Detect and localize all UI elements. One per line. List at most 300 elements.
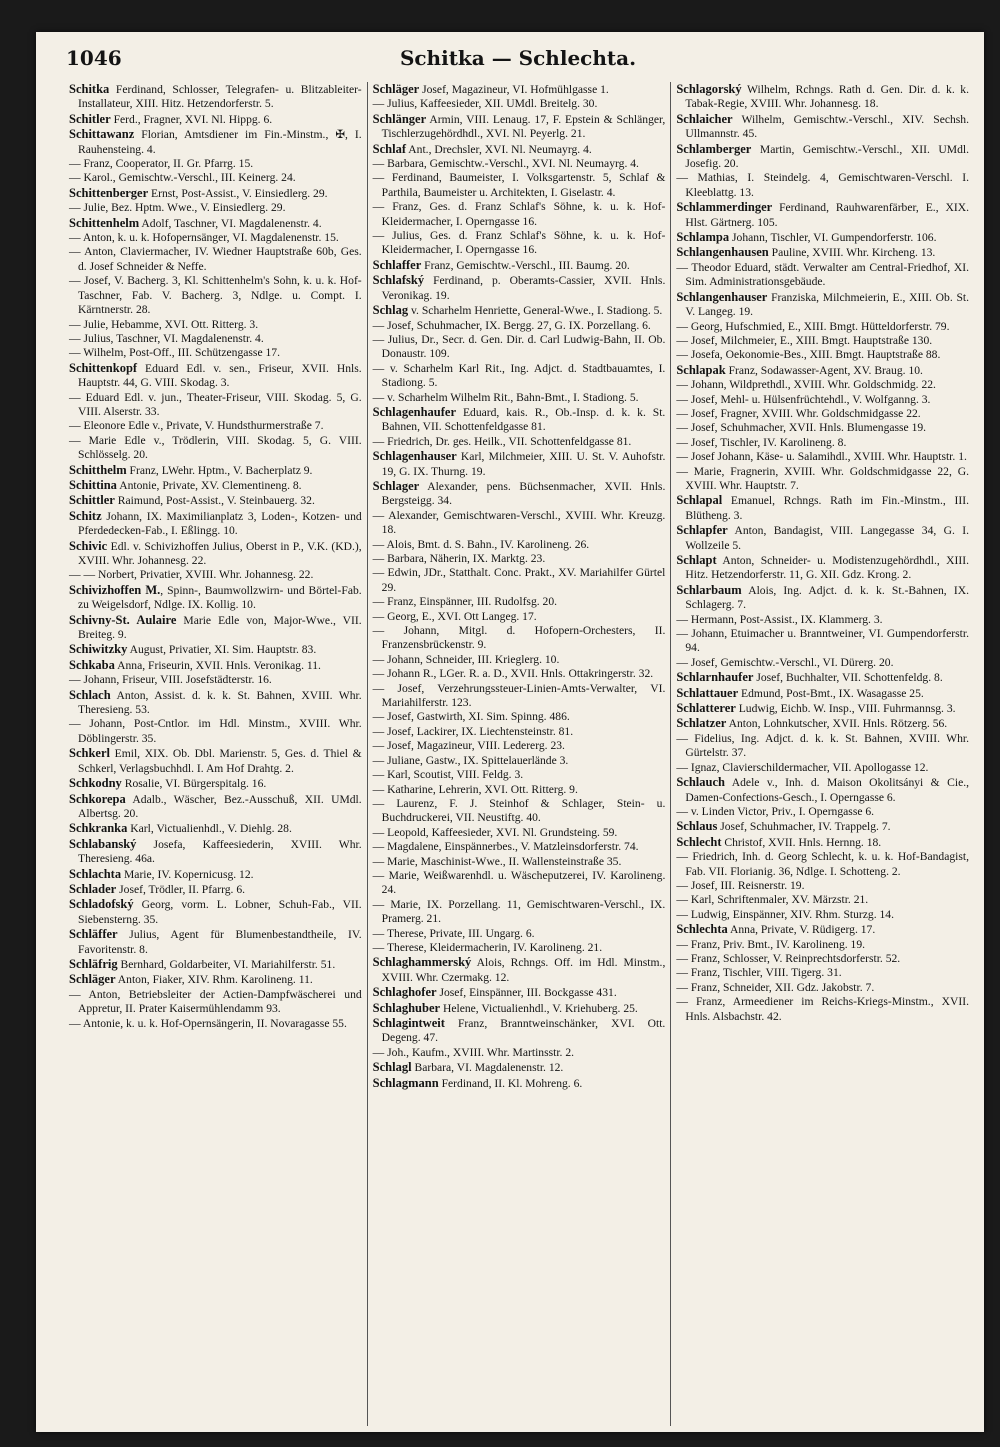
- directory-entry: [676, 583, 969, 613]
- entry-details: — Johann, Schneider, III. Krieglerg. 10.: [372, 652, 560, 666]
- directory-entry: [676, 981, 969, 995]
- entry-details: — Fidelius, Ing. Adjct. d. k. k. St. Bahnen, XVIII. Whr. Gürtelstr. 37.: [676, 731, 970, 760]
- entry-surname: Schlaus: [676, 819, 718, 834]
- entry-details: — Julius, Taschner, VI. Magdalenenstr. 4.: [69, 331, 264, 345]
- entry-surname: Schkaba: [69, 657, 115, 672]
- entry-surname: Schlafský: [372, 273, 425, 288]
- entry-details: — Friedrich, Dr. ges. Heilk., VII. Schottenfeldgasse 81.: [372, 434, 632, 448]
- directory-entry: [676, 879, 969, 893]
- entry-details: — — Norbert, Privatier, XVIII. Whr. Johannesg. 22.: [69, 568, 314, 582]
- entry-details: — Mathias, I. Steindelg. 4, Gemischtwaren-Verschl. I. Kleeblattg. 13.: [676, 171, 970, 199]
- entry-details: — Eduard Edl. v. jun., Theater-Friseur, VIII. Skodag. 5, G. VIII. Alserstr. 33.: [69, 390, 362, 418]
- directory-entry: [373, 710, 666, 724]
- entry-surname: Schlaghofer: [372, 985, 437, 1000]
- directory-entry: [69, 897, 362, 927]
- entry-details: v. Scharhelm Henriette, General-Wwe., I. Stadiong. 5.: [408, 304, 663, 318]
- directory-entry: [69, 463, 362, 478]
- entry-details: — Josef, Tischler, IV. Karolineng. 8.: [676, 435, 847, 449]
- entry-surname: Schlabanský: [69, 836, 137, 851]
- entry-surname: Schivic: [69, 538, 108, 553]
- entry-details: — Josef, Verzehrungssteuer-Linien-Amts-Verwalter, VI. Mariahilferstr. 123.: [372, 681, 666, 710]
- directory-entry: [676, 407, 969, 421]
- entry-surname: Schittler: [69, 493, 115, 508]
- entry-details: — Hermann, Post-Assist., IX. Klammerg. 3.: [676, 612, 883, 626]
- entry-details: Franz, Gemischtw.-Verschl., III. Baumg. 20.: [421, 258, 630, 272]
- entry-details: — Ferdinand, Baumeister, I. Volksgartenstr. 5, Schlaf & Parthila, Baumeister u. Architekten, I. Giselastr. 4.: [372, 171, 666, 199]
- entry-surname: Schläfrig: [69, 956, 118, 971]
- directory-entry: [676, 656, 969, 670]
- directory-entry: [373, 840, 666, 854]
- directory-entry: [69, 186, 362, 201]
- entry-details: Ferdinand, II. Kl. Mohreng. 6.: [438, 1076, 583, 1090]
- directory-entry: [676, 348, 969, 362]
- entry-surname: Schlauch: [676, 775, 725, 790]
- directory-entry: [69, 583, 362, 613]
- entry-details: Marie, IV. Kopernicusg. 12.: [121, 867, 254, 881]
- directory-entry: [373, 855, 666, 869]
- entry-details: Ferdinand, Schlosser, Telegrafen- u. Blitzableiter-Installateur, XIII. Hitz. Hetzendorferstr. 5.: [78, 83, 362, 111]
- entry-details: — Julius, Dr., Secr. d. Gen. Dir. d. Carl Ludwig-Bahn, II. Ob. Donaustr. 109.: [372, 332, 666, 361]
- directory-entry: [676, 775, 969, 805]
- entry-details: — Alois, Bmt. d. S. Bahn., IV. Karolineng. 26.: [372, 537, 590, 551]
- entry-details: — Karl, Schriftenmaler, XV. Märzstr. 21.: [676, 893, 869, 907]
- directory-entry: [373, 509, 666, 538]
- entry-details: — Leopold, Kaffeesieder, XVI. Nl. Grundsteing. 59.: [372, 825, 618, 839]
- directory-entry: [69, 274, 362, 317]
- entry-details: Anton, Assist. d. k. k. St. Bahnen, XVIII. Whr. Theresieng. 53.: [78, 688, 362, 717]
- entry-details: Anton, Fiaker, XIV. Rhm. Karolineng. 11.: [115, 973, 313, 987]
- entry-details: Anton, Bandagist, VIII. Langegasse 34, G. I. Wollzeile 5.: [685, 524, 970, 552]
- directory-entry: [676, 938, 969, 952]
- directory-entry: [69, 776, 362, 791]
- entry-surname: Schlamberger: [676, 141, 752, 156]
- entry-surname: Schlattauer: [676, 685, 739, 700]
- entry-surname: Schlatzer: [676, 716, 727, 731]
- entry-surname: Schlaghuber: [372, 1000, 441, 1015]
- entry-details: Marie Edle von, Major-Wwe., VII. Breiteg. 9.: [78, 613, 362, 642]
- entry-details: Martin, Gemischtw.-Verschl., XII. UMdl. Josefig. 20.: [685, 142, 970, 171]
- entry-surname: Schkodny: [69, 776, 122, 791]
- directory-entry: [69, 157, 362, 171]
- entry-details: — Johann, Wildprethdl., XVIII. Whr. Goldschmidg. 22.: [676, 378, 936, 392]
- directory-entry: [676, 966, 969, 980]
- entry-details: — Franz, Tischler, VIII. Tigerg. 31.: [676, 966, 842, 980]
- entry-surname: Schlachta: [69, 866, 122, 881]
- column-right: [670, 82, 974, 1426]
- entry-details: — Juliane, Gastw., IX. Spittelauerlände 3.: [372, 753, 569, 767]
- directory-entry: [373, 319, 666, 333]
- entry-details: — Julie, Bez. Hptm. Wwe., V. Einsiedlerg. 29.: [69, 201, 286, 215]
- entry-details: Anton, Lohnkutscher, XVII. Hnls. Rötzerg. 56.: [726, 717, 948, 731]
- directory-entry: [676, 908, 969, 922]
- column-middle: [367, 82, 671, 1426]
- entry-details: — Franz, Armeediener im Reichs-Kriegs-Minstm., XVII. Hnls. Alsbachstr. 42.: [676, 995, 970, 1023]
- entry-details: Wilhelm, Gemischtw.-Verschl., XIV. Sechsh. Ullmannstr. 45.: [685, 112, 970, 141]
- directory-entry: [676, 835, 969, 850]
- directory-entry: [373, 303, 666, 318]
- directory-entry: [69, 688, 362, 718]
- entry-details: Antonie, Private, XV. Clementineng. 8.: [116, 478, 302, 492]
- directory-entry: [373, 739, 666, 753]
- entry-details: , Spinn-, Baumwollzwirn- und Börtel-Fab. zu Weigelsdorf, Ndlge. IX. Kollig. 10.: [78, 583, 362, 612]
- entry-surname: Schläger: [372, 82, 420, 96]
- directory-entry: [373, 449, 666, 479]
- entry-surname: Schlagenhaufer: [372, 404, 457, 419]
- directory-entry: [676, 686, 969, 701]
- page-header: [66, 46, 970, 76]
- directory-entry: [69, 332, 362, 346]
- entry-details: — Georg, Hufschmied, E., XIII. Bmgt. Hütteldorferstr. 79.: [676, 319, 950, 333]
- entry-details: Anna, Private, V. Rüdigerg. 17.: [727, 923, 876, 937]
- directory-entry: [676, 421, 969, 435]
- directory-entry: [69, 957, 362, 972]
- directory-entry: [69, 746, 362, 776]
- directory-entry: [69, 171, 362, 185]
- directory-entry: [373, 552, 666, 566]
- entry-details: — Josef, Mehl- u. Hülsenfrüchtehdl., V. Wolfganng. 3.: [676, 392, 931, 406]
- directory-entry: [676, 436, 969, 450]
- entry-details: Franz, Branntweinschänker, XVI. Ott. Degeng. 47.: [381, 1017, 666, 1045]
- entry-details: Ernst, Post-Assist., V. Einsiedlerg. 29.: [148, 186, 328, 200]
- directory-entry: [373, 157, 666, 171]
- directory-entry: [373, 97, 666, 111]
- directory-entry: [373, 479, 666, 509]
- entry-details: Josef, Magazineur, VI. Hofmühlgasse 1.: [419, 83, 609, 96]
- directory-entry: [373, 82, 666, 97]
- entry-details: — Edwin, JDr., Statthalt. Conc. Prakt., XV. Mariahilfer Gürtel 29.: [372, 566, 666, 594]
- directory-entry: [373, 826, 666, 840]
- entry-details: Barbara, VI. Magdalenenstr. 12.: [411, 1061, 564, 1075]
- entry-surname: Schitthelm: [69, 462, 127, 477]
- entry-details: — Anton, Claviermacher, IV. Wiedner Hauptstraße 60b, Ges. d. Josef Schneider & Neffe.: [69, 245, 362, 273]
- entry-details: Ludwig, Eichb. W. Insp., VIII. Fuhrmannsg. 3.: [735, 702, 956, 716]
- entry-details: August, Privatier, XI. Sim. Hauptstr. 83.: [127, 643, 317, 657]
- directory-entry: [69, 1017, 362, 1031]
- directory-entry: [69, 201, 362, 215]
- entry-surname: Schläffer: [69, 927, 118, 942]
- entry-details: — Alexander, Gemischtwaren-Verschl., XVIII. Whr. Kreuzg. 18.: [372, 508, 666, 537]
- entry-surname: Schlagl: [372, 1060, 412, 1075]
- directory-page: [36, 32, 984, 1432]
- directory-entry: [676, 805, 969, 819]
- entry-details: Anton, Schneider- u. Modistenzugehördhdl., XIII. Hitz. Hetzendorferstr. 11, G. XII. Gdz. Krong. 2.: [685, 554, 970, 582]
- entry-details: Alois, Ing. Adjct. d. k. k. St.-Bahnen, IX. Schlagerg. 7.: [685, 583, 970, 612]
- entry-details: — Julius, Kaffeesieder, XII. UMdl. Breitelg. 30.: [372, 97, 598, 111]
- entry-details: — v. Scharhelm Karl Rit., Ing. Adjct. d. Stadtbauamtes, I. Stadiong. 5.: [372, 361, 666, 390]
- entry-details: Ant., Drechsler, XVI. Nl. Neumayrg. 4.: [406, 142, 592, 156]
- entry-surname: Schlader: [69, 881, 117, 896]
- entry-details: — Marie, IX. Porzellang. 11, Gemischtwaren-Verschl., IX. Pramerg. 21.: [372, 897, 666, 926]
- entry-surname: Schladofský: [69, 897, 134, 912]
- directory-entry: [69, 882, 362, 897]
- entry-details: — Friedrich, Inh. d. Georg Schlecht, k. u. k. Hof-Bandagist, Fab. VII. Florianig. 36, Ndlge. I. Schotteng. 2.: [676, 850, 970, 878]
- entry-details: — v. Scharhelm Wilhelm Rit., Bahn-Bmt., I. Stadiong. 5.: [372, 390, 639, 404]
- entry-details: — Ludwig, Einspänner, XIV. Rhm. Sturzg. 14.: [676, 907, 894, 921]
- directory-entry: [373, 783, 666, 797]
- entry-details: Josefa, Kaffeesiederin, XVIII. Whr. Theresieng. 46a.: [78, 837, 362, 866]
- directory-entry: [676, 952, 969, 966]
- directory-entry: [373, 869, 666, 898]
- entry-surname: Schkorepa: [69, 791, 126, 806]
- entry-surname: Schlangenhausen: [676, 245, 769, 260]
- entry-details: — Franz, Schlosser, V. Reinprechtsdorferstr. 52.: [676, 951, 901, 965]
- entry-details: — Josef, Fragner, XVIII. Whr. Goldschmidgasse 22.: [676, 406, 921, 420]
- entry-details: — Josef, Lackirer, IX. Liechtensteinstr. 81.: [372, 724, 574, 738]
- directory-entry: [373, 768, 666, 782]
- directory-entry: [676, 171, 969, 200]
- directory-entry: [69, 127, 362, 157]
- entry-details: Florian, Amtsdiener im Fin.-Minstm., ✠, I. Rauhensteing. 4.: [78, 128, 362, 156]
- entry-details: Helene, Victualienhdl., V. Kriehuberg. 25.: [440, 1001, 638, 1015]
- entry-surname: Schläger: [69, 972, 116, 987]
- entry-details: Alexander, pens. Büchsenmacher, XVII. Hnls. Bergsteigg. 34.: [381, 479, 666, 508]
- directory-entry: [676, 112, 969, 142]
- directory-entry: [676, 393, 969, 407]
- entry-details: Franz, Sodawasser-Agent, XV. Braug. 10.: [725, 363, 923, 377]
- directory-columns: [64, 82, 974, 1426]
- entry-details: — Therese, Kleidermacherin, IV. Karolineng. 21.: [372, 940, 603, 954]
- entry-details: Karl, Milchmeier, XIII. U. St. V. Auhofstr. 19, G. IX. Thurng. 19.: [381, 450, 666, 478]
- directory-entry: [373, 898, 666, 927]
- directory-entry: [373, 171, 666, 200]
- entry-surname: Schlaf: [372, 141, 407, 156]
- directory-entry: [676, 922, 969, 937]
- directory-entry: [69, 82, 362, 112]
- entry-details: Emil, XIX. Ob. Dbl. Marienstr. 5, Ges. d. Thiel & Schkerl, Verlagsbuchhdl. I. Am Hof Drahtg. 2.: [78, 747, 362, 775]
- entry-surname: Schlagmann: [372, 1075, 439, 1090]
- directory-entry: [676, 320, 969, 334]
- entry-surname: Schlechta: [676, 922, 728, 937]
- entry-surname: Schkerl: [69, 746, 110, 761]
- directory-entry: [676, 627, 969, 656]
- directory-entry: [373, 595, 666, 609]
- directory-entry: [373, 941, 666, 955]
- entry-details: — Johann, Friseur, VIII. Josefstädterstr. 16.: [69, 673, 272, 687]
- entry-details: — Josef, Gastwirth, XI. Sim. Spinng. 486.: [372, 710, 570, 724]
- entry-details: — Wilhelm, Post-Off., III. Schützengasse 17.: [69, 346, 280, 360]
- entry-details: — Therese, Private, III. Ungarg. 6.: [372, 926, 535, 940]
- directory-entry: [69, 391, 362, 420]
- entry-details: Armin, VIII. Lenaug. 17, F. Epstein & Schlänger, Tischlerzugehördhdl., XVI. Nl. Peyerlg. 21.: [381, 112, 666, 141]
- entry-details: Julius, Agent für Blumenbestandtheile, IV. Favoritenstr. 8.: [78, 928, 362, 956]
- directory-entry: [676, 378, 969, 392]
- entry-details: Franz, LWehr. Hptm., V. Bacherplatz 9.: [126, 463, 313, 477]
- entry-details: — Eleonore Edle v., Private, V. Hundsthurmerstraße 7.: [69, 419, 324, 433]
- entry-details: Raimund, Post-Assist., V. Steinbauerg. 32.: [114, 494, 315, 508]
- entry-surname: Schitler: [69, 111, 111, 126]
- directory-entry: [69, 245, 362, 274]
- entry-surname: Schlaicher: [676, 111, 733, 126]
- entry-surname: Schlagorský: [676, 82, 742, 96]
- entry-surname: Schlapal: [676, 493, 723, 508]
- directory-entry: [676, 493, 969, 523]
- directory-entry: [676, 523, 969, 553]
- entry-details: — Theodor Eduard, städt. Verwalter am Central-Friedhof, XI. Sim. Administrationsgebäude.: [676, 260, 970, 289]
- directory-entry: [69, 509, 362, 539]
- entry-details: — Johann, Post-Cntlor. im Hdl. Minstm., XVIII. Whr. Döblingerstr. 35.: [69, 717, 362, 745]
- directory-entry: [676, 819, 969, 834]
- entry-details: Eduard, kais. R., Ob.-Insp. d. k. k. St. Bahnen, VII. Schottenfeldgasse 81.: [381, 405, 666, 434]
- entry-details: — Johann R., LGer. R. a. D., XVII. Hnls. Ottakringerstr. 32.: [372, 667, 654, 681]
- entry-details: — Magdalene, Einspännerbes., V. Matzleinsdorferstr. 74.: [372, 840, 639, 854]
- entry-surname: Schitka: [69, 82, 110, 96]
- directory-entry: [676, 450, 969, 464]
- directory-entry: [69, 642, 362, 657]
- entry-surname: Schlammerdinger: [676, 200, 773, 215]
- directory-entry: [373, 142, 666, 157]
- entry-details: Adalb., Wäscher, Bez.-Ausschuß, XII. UMdl. Albertsg. 20.: [78, 792, 362, 820]
- directory-entry: [373, 1016, 666, 1046]
- entry-details: — Anton, Betriebsleiter der Actien-Dampfwäscherei und Appretur, II. Prater Kaisermühlendamm 93.: [69, 987, 362, 1016]
- running-head: Schitka — Schlechta.: [399, 46, 637, 70]
- entry-details: Anna, Friseurin, XVII. Hnls. Veronikag. 11.: [114, 658, 321, 672]
- entry-details: — Josef, V. Bacherg. 3, Kl. Schittenhelm's Sohn, k. u. k. Hof-Taschner, Fab. V. Bacherg. 3, Ndlge. u. Compt. I. Kärntnerstr. 28.: [69, 274, 362, 317]
- entry-details: Emanuel, Rchngs. Rath im Fin.-Minstm., III. Blütheng. 3.: [685, 494, 970, 522]
- entry-details: — Johann, Mitgl. d. Hofopern-Orchesters, II. Franzensbrückenstr. 9.: [372, 624, 666, 652]
- entry-surname: Schittenhelm: [69, 215, 140, 230]
- entry-details: Edl. v. Schivizhoffen Julius, Oberst in P., V.K. (KD.), XVIII. Whr. Johannesg. 22.: [78, 539, 362, 567]
- directory-entry: [373, 112, 666, 142]
- entry-surname: Schlarbaum: [676, 582, 742, 597]
- entry-details: Adolf, Taschner, VI. Magdalenenstr. 4.: [139, 216, 322, 230]
- directory-entry: [373, 985, 666, 1000]
- directory-entry: [373, 955, 666, 985]
- directory-entry: [676, 995, 969, 1024]
- directory-entry: [676, 142, 969, 172]
- directory-entry: [676, 893, 969, 907]
- directory-entry: [676, 261, 969, 290]
- entry-surname: Schlarnhaufer: [676, 670, 754, 685]
- entry-surname: Schlaffer: [372, 257, 422, 272]
- entry-details: Ferd., Fragner, XVI. Nl. Hippg. 6.: [110, 112, 273, 126]
- entry-details: — Ignaz, Clavierschildermacher, VII. Apollogasse 12.: [676, 760, 929, 774]
- directory-entry: [69, 318, 362, 332]
- entry-details: — Barbara, Gemischtw.-Verschl., XVI. Nl. Neumayrg. 4.: [372, 157, 639, 171]
- directory-entry: [69, 867, 362, 882]
- entry-surname: Schittawanz: [69, 127, 135, 142]
- directory-entry: [373, 667, 666, 681]
- directory-entry: [69, 927, 362, 957]
- directory-entry: [373, 200, 666, 229]
- directory-entry: [676, 230, 969, 245]
- directory-entry: [676, 761, 969, 775]
- directory-entry: [69, 346, 362, 360]
- entry-surname: Schlagenhauser: [372, 449, 457, 464]
- directory-entry: [373, 258, 666, 273]
- directory-entry: [69, 717, 362, 746]
- column-left: [64, 82, 367, 1426]
- directory-entry: [676, 553, 969, 583]
- entry-details: — Josef, Milchmeier, E., XIII. Bmgt. Hauptstraße 130.: [676, 333, 933, 347]
- entry-surname: Schivny-St. Aulaire: [69, 612, 177, 627]
- entry-surname: Schiwitzky: [69, 642, 128, 657]
- entry-details: — Franz, Cooperator, II. Gr. Pfarrg. 15.: [69, 157, 254, 171]
- directory-entry: [373, 1060, 666, 1075]
- entry-details: — Laurenz, F. J. Steinhof & Schlager, Stein- u. Buchdruckerei, VII. Neustiftg. 40.: [372, 796, 666, 825]
- entry-surname: Schlampa: [676, 230, 730, 245]
- directory-entry: [69, 821, 362, 836]
- entry-surname: Schittina: [69, 477, 117, 492]
- directory-entry: [373, 405, 666, 435]
- entry-details: — Joh., Kaufm., XVIII. Whr. Martinsstr. 2.: [372, 1045, 575, 1059]
- directory-entry: [676, 200, 969, 230]
- directory-entry: [69, 658, 362, 673]
- entry-details: — Franz, Priv. Bmt., IV. Karolineng. 19.: [676, 937, 866, 951]
- entry-details: Ferdinand, p. Oberamts-Cassier, XVII. Hnls. Veronikag. 19.: [381, 274, 666, 302]
- entry-details: — Josef, Magazineur, VIII. Ledererg. 23.: [372, 739, 565, 753]
- directory-entry: [373, 435, 666, 449]
- entry-details: — Franz, Einspänner, III. Rudolfsg. 20.: [372, 595, 558, 609]
- directory-entry: [373, 1001, 666, 1016]
- entry-surname: Schitz: [69, 508, 102, 523]
- entry-surname: Schlagintweit: [372, 1016, 445, 1030]
- directory-entry: [69, 539, 362, 569]
- entry-details: — Georg, E., XVI. Ott Langeg. 17.: [372, 609, 537, 623]
- directory-entry: [676, 465, 969, 494]
- directory-entry: [69, 231, 362, 245]
- directory-entry: [676, 290, 969, 320]
- entry-details: Adele v., Inh. d. Maison Okolitsányi & Cie., Damen-Confections-Gesch., I. Operngasse 6.: [685, 776, 970, 804]
- entry-details: Johann, Tischler, VI. Gumpendorferstr. 106.: [729, 231, 937, 245]
- directory-entry: [676, 850, 969, 879]
- directory-entry: [373, 624, 666, 653]
- entry-details: — Josef, Schuhmacher, IX. Bergg. 27, G. IX. Porzellang. 6.: [372, 318, 651, 332]
- directory-entry: [69, 478, 362, 493]
- directory-entry: [676, 82, 969, 112]
- entry-details: — Karl, Scoutist, VIII. Feldg. 3.: [372, 768, 524, 782]
- entry-details: — Julius, Ges. d. Franz Schlaf's Söhne, k. u. k. Hof-Kleidermacher, I. Operngasse 16.: [372, 229, 666, 257]
- directory-entry: [373, 229, 666, 258]
- entry-details: Josef, Schuhmacher, IV. Trappelg. 7.: [717, 820, 891, 834]
- entry-details: Pauline, XVIII. Whr. Kircheng. 13.: [768, 246, 936, 260]
- entry-details: — Marie Edle v., Trödlerin, VIII. Skodag. 5, G. VIII. Schlösselg. 20.: [69, 433, 362, 462]
- entry-details: — Barbara, Näherin, IX. Marktg. 23.: [372, 552, 546, 565]
- directory-entry: [373, 566, 666, 595]
- directory-entry: [676, 670, 969, 685]
- entry-surname: Schlapt: [676, 553, 717, 567]
- directory-entry: [69, 568, 362, 582]
- entry-details: Christof, XVII. Hnls. Hernng. 18.: [721, 835, 882, 849]
- entry-details: — Marie, Fragnerin, XVIII. Whr. Goldschmidgasse 22, G. XVIII. Whr. Hauptstr. 7.: [676, 464, 970, 492]
- entry-surname: Schlag: [372, 303, 409, 318]
- directory-entry: [69, 988, 362, 1017]
- directory-entry: [373, 797, 666, 826]
- entry-details: — v. Linden Victor, Priv., I. Operngasse 6.: [676, 804, 875, 818]
- entry-surname: Schlatterer: [676, 701, 736, 716]
- directory-entry: [69, 972, 362, 987]
- directory-entry: [373, 682, 666, 711]
- entry-surname: Schlapak: [676, 362, 726, 377]
- entry-details: Johann, IX. Maximilianplatz 3, Loden-, Kotzen- und Pferdedecken-Fab., I. Eßlingg. 10.: [78, 509, 362, 538]
- directory-entry: [69, 837, 362, 867]
- entry-details: — Franz, Ges. d. Franz Schlaf's Söhne, k. u. k. Hof-Kleidermacher, I. Operngasse 16.: [372, 200, 666, 228]
- entry-details: — Anton, k. u. k. Hofopernsänger, VI. Magdalenenstr. 15.: [69, 231, 339, 245]
- entry-details: Eduard Edl. v. sen., Friseur, XVII. Hnls. Hauptstr. 44, G. VIII. Skodag. 3.: [78, 361, 362, 390]
- entry-details: Alois, Rchngs. Off. im Hdl. Minstm., XVIII. Whr. Czermakg. 12.: [381, 956, 666, 984]
- entry-details: Karl, Victualienhdl., V. Diehlg. 28.: [127, 822, 292, 836]
- entry-details: — Franz, Schneider, XII. Gdz. Jakobstr. 7.: [676, 980, 875, 994]
- entry-details: — Josef, Gemischtw.-Verschl., VI. Dürerg. 20.: [676, 655, 894, 669]
- directory-entry: [69, 216, 362, 231]
- directory-entry: [676, 716, 969, 731]
- directory-entry: [373, 1046, 666, 1060]
- entry-details: Franziska, Milchmeierin, E., XIII. Ob. St. V. Langeg. 19.: [685, 290, 970, 319]
- directory-entry: [373, 333, 666, 362]
- entry-surname: Schlangenhauser: [676, 289, 768, 304]
- entry-details: — Marie, Weißwarenhdl. u. Wäscheputzerei, IV. Karolineng. 24.: [372, 868, 666, 897]
- entry-details: — Josefa, Oekonomie-Bes., XIII. Bmgt. Hauptstraße 88.: [676, 348, 941, 362]
- entry-surname: Schlager: [372, 478, 420, 493]
